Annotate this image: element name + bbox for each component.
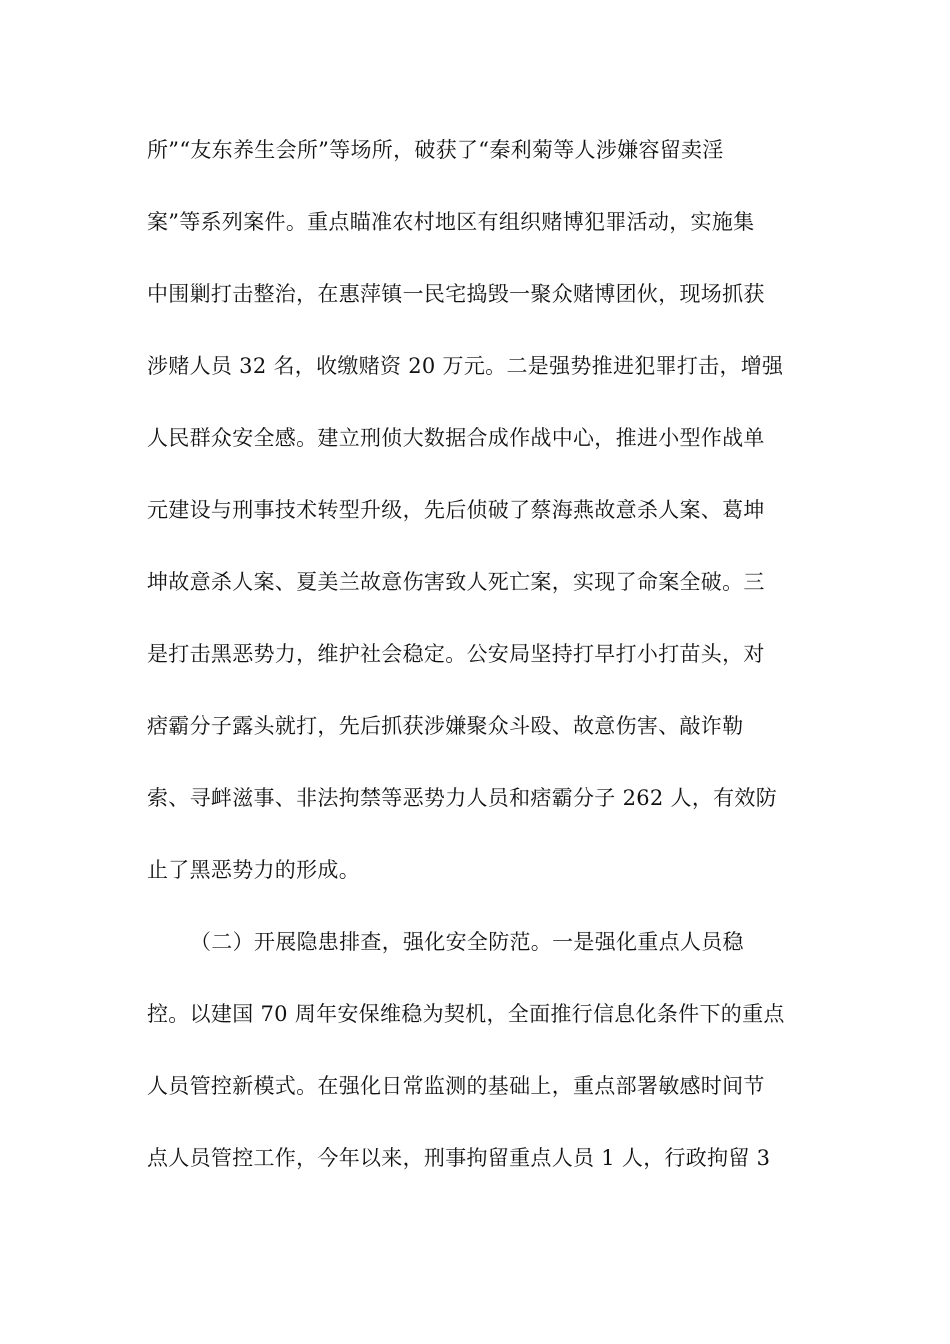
text-line: 人员管控新模式。在强化日常监测的基础上，重点部署敏感时间节 (147, 1074, 765, 1098)
text-line: 点人员管控工作，今年以来，刑事拘留重点人员 1 人，行政拘留 3 (147, 1146, 771, 1170)
text-line: 所”“友东养生会所”等场所，破获了“秦利菊等人涉嫌容留卖淫 (147, 138, 724, 162)
text-line: 案”等系列案件。重点瞄准农村地区有组织赌博犯罪活动，实施集 (147, 210, 755, 234)
paragraph-start-line: （二）开展隐患排查，强化安全防范。一是强化重点人员稳 (190, 930, 744, 954)
text-line: 人民群众安全感。建立刑侦大数据合成作战中心，推进小型作战单 (147, 426, 765, 450)
text-line: 是打击黑恶势力，维护社会稳定。公安局坚持打早打小打苗头，对 (147, 642, 765, 666)
text-line: 坤故意杀人案、夏美兰故意伤害致人死亡案，实现了命案全破。三 (147, 570, 765, 594)
text-line: 元建设与刑事技术转型升级，先后侦破了蔡海燕故意杀人案、葛坤 (147, 498, 765, 522)
text-line: 痞霸分子露头就打，先后抓获涉嫌聚众斗殴、故意伤害、敲诈勒 (147, 714, 744, 738)
text-line: 控。以建国 70 周年安保维稳为契机，全面推行信息化条件下的重点 (147, 1002, 785, 1026)
text-line: 索、寻衅滋事、非法拘禁等恶势力人员和痞霸分子 262 人，有效防 (147, 786, 778, 810)
text-line: 涉赌人员 32 名，收缴赌资 20 万元。二是强势推进犯罪打击，增强 (147, 354, 784, 378)
text-line: 止了黑恶势力的形成。 (147, 858, 360, 882)
text-line: 中围剿打击整治，在惠萍镇一民宅捣毁一聚众赌博团伙，现场抓获 (147, 282, 765, 306)
